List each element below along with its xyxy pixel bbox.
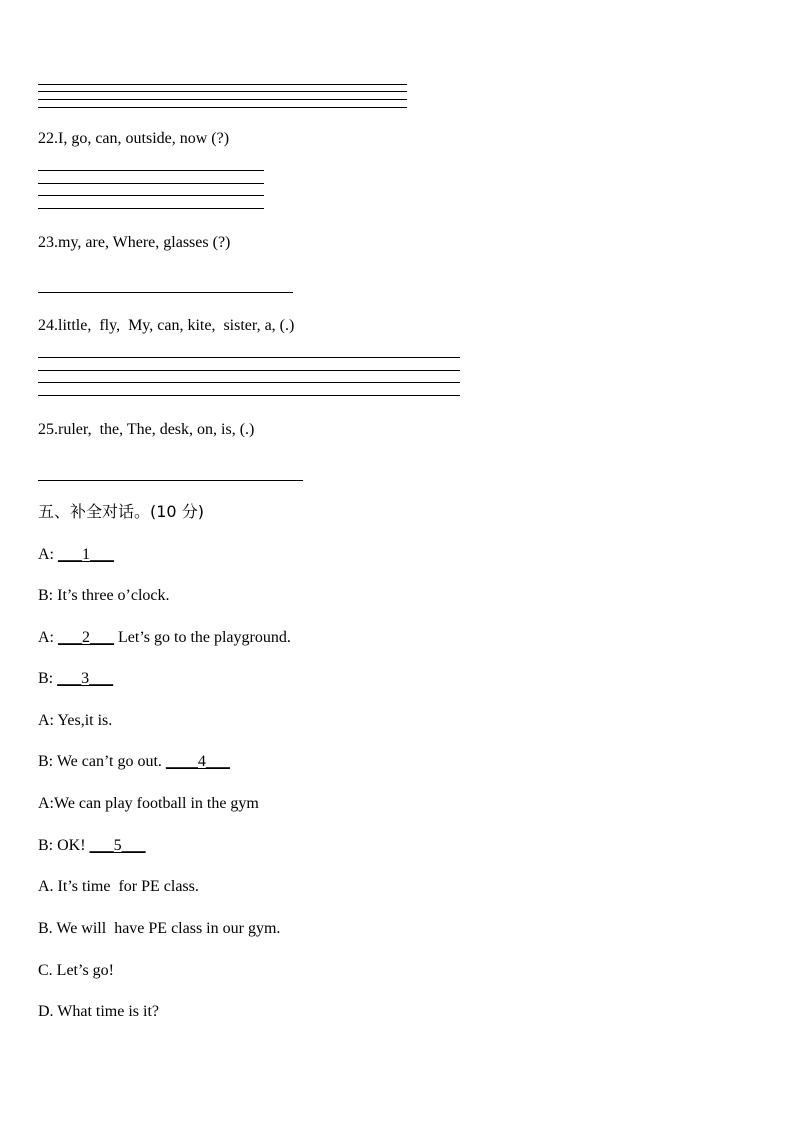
blank-3[interactable]: ___3___ <box>57 670 114 687</box>
question-22 <box>38 129 229 149</box>
question-number: 25. <box>38 421 58 438</box>
question-number: 23. <box>38 234 58 251</box>
dialogue-line: B: It’s three o’clock. <box>38 587 170 604</box>
dialogue-line: B: We can’t go out. ____4___ <box>38 753 230 770</box>
option-c: C. Let’s go! <box>38 962 114 979</box>
question-text: little, fly, My, can, kite, sister, a, (.) <box>58 317 295 334</box>
blank-2[interactable]: ___2___ <box>58 629 114 646</box>
dialogue-line: B: ___3___ <box>38 670 114 687</box>
dialogue-line: B: OK! ___5___ <box>38 837 146 854</box>
question-25 <box>38 420 254 440</box>
dialogue-line: A: ___2___ Let’s go to the playground. <box>38 629 291 646</box>
question-text: ruler, the, The, desk, on, is, (.) <box>58 421 255 438</box>
option-b: B. We will have PE class in our gym. <box>38 920 281 937</box>
blank-4[interactable]: ____4___ <box>165 753 230 770</box>
dialogue-line: A: Yes,it is. <box>38 712 113 729</box>
question-number: 22. <box>38 130 58 147</box>
blank-1[interactable]: ___1___ <box>58 546 114 563</box>
dialogue-line: A:We can play football in the gym <box>38 795 259 812</box>
option-a: A. It’s time for PE class. <box>38 878 199 895</box>
question-24 <box>38 316 294 336</box>
dialogue-line: A: ___1___ <box>38 546 114 563</box>
question-23 <box>38 233 230 253</box>
blank-5[interactable]: ___5___ <box>89 837 146 854</box>
question-text: I, go, can, outside, now (?) <box>58 130 230 147</box>
question-text: my, are, Where, glasses (?) <box>58 234 231 251</box>
section-five-title: 五、补全对话。(10 分) <box>38 502 204 521</box>
option-d: D. What time is it? <box>38 1003 160 1020</box>
question-number: 24. <box>38 317 58 334</box>
